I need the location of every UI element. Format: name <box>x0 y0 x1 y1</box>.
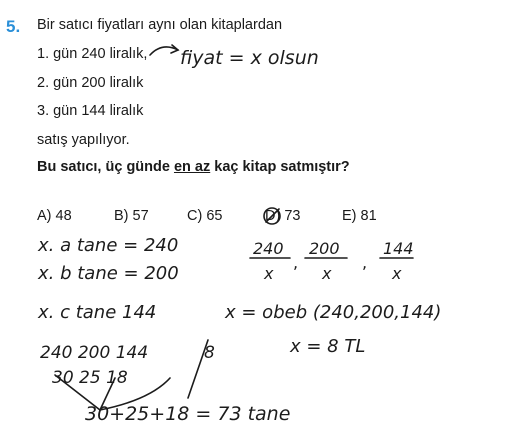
option-c[interactable]: C) 65 <box>187 208 223 224</box>
question-line-4: 3. gün 144 liralık <box>37 103 144 119</box>
question-line-3: 2. gün 200 liralık <box>37 75 144 91</box>
hw-quotients: 30 25 18 <box>52 368 128 388</box>
hw-divisor: 8 <box>204 343 215 363</box>
question-line-1: Bir satıcı fiyatları aynı olan kitaplardan <box>37 17 283 33</box>
prompt-end: kaç kitap satmıştır? <box>210 159 350 175</box>
frac2-numerator: 200 <box>309 239 340 258</box>
hw-result-x: x = 8 TL <box>290 336 366 357</box>
question-line-5: satış yapılıyor. <box>37 132 130 148</box>
note-price-x: fiyat = x olsun <box>180 47 319 69</box>
prompt-start: Bu satıcı, üç günde <box>37 159 174 175</box>
frac-comma-1: , <box>293 253 299 272</box>
option-e[interactable]: E) 81 <box>342 208 377 224</box>
hw-row-c: x. c tane 144 <box>38 302 157 323</box>
question-line-2: 1. gün 240 liralık, <box>37 46 148 62</box>
option-d[interactable]: D) 73 <box>265 208 301 224</box>
prompt-emphasis: en az <box>173 159 211 175</box>
hw-final-sum: 30+25+18 = 73 tane <box>85 403 291 425</box>
frac1-denominator: x <box>264 264 274 283</box>
frac1-numerator: 240 <box>253 239 284 258</box>
frac-comma-2: , <box>362 253 368 272</box>
frac3-numerator: 144 <box>383 239 414 258</box>
hw-row-a: x. a tane = 240 <box>38 235 179 256</box>
option-a[interactable]: A) 48 <box>37 208 72 224</box>
frac2-denominator: x <box>322 264 332 283</box>
hw-row-b: x. b tane = 200 <box>38 263 179 284</box>
option-b[interactable]: B) 57 <box>114 208 149 224</box>
option-d-slash <box>266 209 279 222</box>
hw-ebob: x = obeb (240,200,144) <box>225 302 442 323</box>
frac3-denominator: x <box>392 264 402 283</box>
question-number: 5. <box>6 17 21 36</box>
hw-dividends: 240 200 144 <box>40 343 149 363</box>
